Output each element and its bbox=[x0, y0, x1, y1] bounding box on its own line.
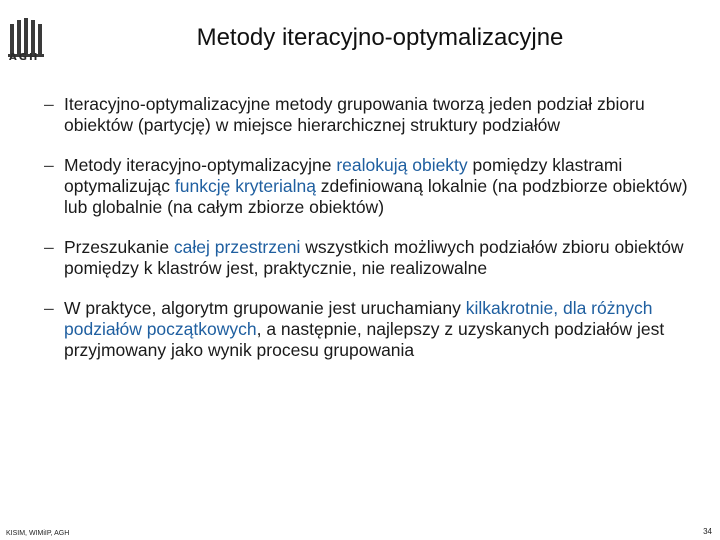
logo-label: AGH bbox=[9, 52, 40, 63]
bullet-list bbox=[44, 94, 694, 380]
footer-text: KISIM, WIMiIP, AGH bbox=[6, 530, 70, 537]
bullet-text: Iteracyjno-optymalizacyjne metody grupowania tworzą jeden podział zbioru obiektów (partycję) w miejsce hierarchicznej struktury podziałów bbox=[64, 94, 645, 135]
bullet-dash: – bbox=[44, 237, 54, 257]
bullet-item bbox=[44, 94, 694, 136]
bullet-text: pomiędzy klastrami optymalizując bbox=[64, 155, 623, 196]
highlighted-term: funkcję kryterialną bbox=[174, 176, 316, 196]
highlighted-term: kilkakrotnie, dla różnych podziałów początkowych bbox=[64, 298, 653, 339]
bullet-dash: – bbox=[44, 94, 54, 114]
bullet-text: , a następnie, najlepszy z uzyskanych podziałów jest przyjmowany jako wynik procesu grupowania bbox=[64, 319, 665, 360]
bullet-dash: – bbox=[44, 155, 54, 175]
bullet-item bbox=[44, 237, 694, 279]
bullet-text: Przeszukanie bbox=[64, 237, 174, 257]
bullet-item bbox=[44, 298, 694, 361]
highlighted-term: realokują obiekty bbox=[336, 155, 468, 175]
bullet-text: Metody iteracyjno-optymalizacyjne bbox=[64, 155, 337, 175]
bullet-text: zdefiniowaną lokalnie (na podzbiorze obiektów) lub globalnie (na całym zbiorze obiektów) bbox=[64, 176, 688, 217]
bullet-text: W praktyce, algorytm grupowanie jest uruchamiany bbox=[64, 298, 466, 318]
bullet-dash: – bbox=[44, 298, 54, 318]
page-number: 34 bbox=[703, 527, 712, 536]
bullet-text: wszystkich możliwych podziałów zbioru obiektów pomiędzy k klastrów jest, praktycznie, nie realizowalne bbox=[64, 237, 684, 278]
bullet-item bbox=[44, 155, 694, 218]
slide-title: Metody iteracyjno-optymalizacyjne bbox=[196, 24, 564, 51]
highlighted-term: całej przestrzeni bbox=[173, 237, 301, 257]
